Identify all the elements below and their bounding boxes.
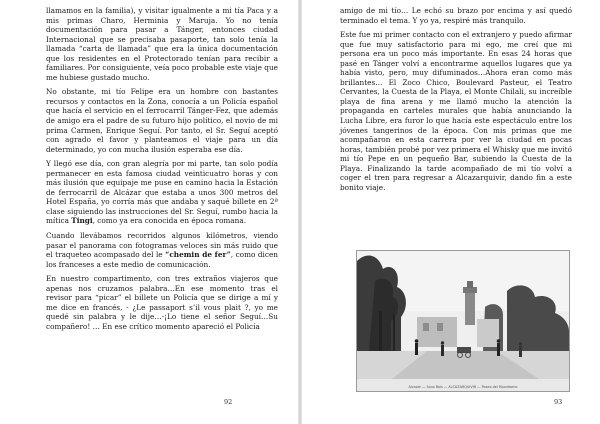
right-paragraph-2: Este fue mi primer contacto con el extranjero y puedo afirmar que fue muy satisfactorio para mi ego, me creí que mi persona era un poco más importante. En esas 24 horas que pasé en Tánger volví a encontrarme aquellos lugares que ya había visto, pero, muy difuminados…Ahora eran como más brillantes… El Zoco Chico, Boulevard Pasteur, el Teatro Cervantes, la Cuesta de la Playa, el Monte Chilali, su increíble playa de fina arena y me llamó mucho la atención la propaganda en carteles murales que había anunciando la Lucha Libre, era furor lo que hacía este espectáculo entre los jóvenes tangerinos de la época. Con mis primas que me acompañaron en esta carrera por ver la ciudad en pocas horas, también probé por vez primera el Whisky que me invitó mi tío Pepe en un pequeño Bar, subiendo la Cuesta de la Playa. Finalizando la tarde acompañado de mi tío volví a coger el tren para regresar a Alcazarquivir, dando fin a este bonito viaje. — [340, 30, 572, 192]
left-paragraph-5: En nuestro compartimento, con tres extraños viajeros que apenas nos cruzamos palabra…En ese momento tras el revisor para “picar” el billete un Policía que se dirige a mí y me dice en francés, - ¿Le passaport s’il vous plait ?, yo me quedé sin palabra y le dije…-¡Lo tiene el señor Seguí…Su compañero! … En ese crítico momento apareció el Policía — [46, 274, 278, 331]
street-scene-image — [357, 251, 569, 391]
left-page-number: 92 — [224, 398, 233, 406]
old-postcard-photo — [356, 250, 570, 392]
left-paragraph-1: llamamos en la familia), y visitar igualmente a mi tía Paca y a mis primas Charo, Herminia y Maruja. Yo no tenía documentación para pasar a Tánger, entonces ciudad Internacional que se precisaba pasaporte, tan solo tenía la llamada “carta de llamada” que era la única documentación que los residentes en el Protectorado tenían para recibir a familiares. Por consiguiente, veía poco probable este viaje que me hubiese gustado mucho. — [46, 6, 278, 82]
right-page — [302, 0, 600, 424]
right-page-text — [340, 6, 572, 197]
left-paragraph-3-end: , como ya era conocida en época romana. — [92, 216, 247, 226]
left-page — [0, 0, 298, 424]
left-paragraph-4-start: Cuando llevábamos recorridos algunos kilómetros, viendo pasar el panorama con fotogramas veloces sin más ruido que el traqueteo acompasado del le — [46, 231, 278, 260]
photo-caption: Alcazar — Sous Bois — ALCAZARQUIVIR — Paseo del Hipodromo — [408, 385, 518, 389]
left-paragraph-3-start: Y llegó ese día, con gran alegría por mi parte, tan solo podía permanecer en esta famosa ciudad veinticuatro horas y con más ilusión que equipaje me puse en camino hacia la Estación de ferrocarril de Alcázar que estaba a unos 300 metros del Hotel España, yo corría más que andaba y saqué billete en 2ª clase siguiendo las instrucciones del Sr. Seguí, rumbo hacia la mítica — [46, 159, 278, 226]
tingi-bold-word: Tingi — [71, 216, 93, 226]
right-paragraph-1: amigo de mi tío… Le echó su brazo por encima y así quedó terminado el tema. Y yo ya, respiré más tranquilo. — [340, 6, 572, 25]
right-page-number: 93 — [554, 398, 563, 406]
left-paragraph-4 — [46, 231, 278, 269]
left-paragraph-4-end: , como dicen los franceses a este medio de comunicación. — [46, 250, 278, 269]
left-paragraph-3 — [46, 159, 278, 226]
left-paragraph-2: No obstante, mi tío Felipe era un hombre con bastantes recursos y contactos en la Zona, conocía a un Policía español que hacía el servicio en el ferrocarril Tánger-Fez, que además de amigo era el padre de su futuro hijo político, el novio de mi prima Carmen, Enrique Seguí. Por tanto, el Sr. Seguí aceptó con agrado el favor y planteamos el viaje para un día determinado, yo con mucha ilusión esperaba ese día. — [46, 87, 278, 154]
left-page-text — [46, 6, 278, 337]
chemin-de-fer-bold: “chemin de fer” — [165, 250, 231, 260]
